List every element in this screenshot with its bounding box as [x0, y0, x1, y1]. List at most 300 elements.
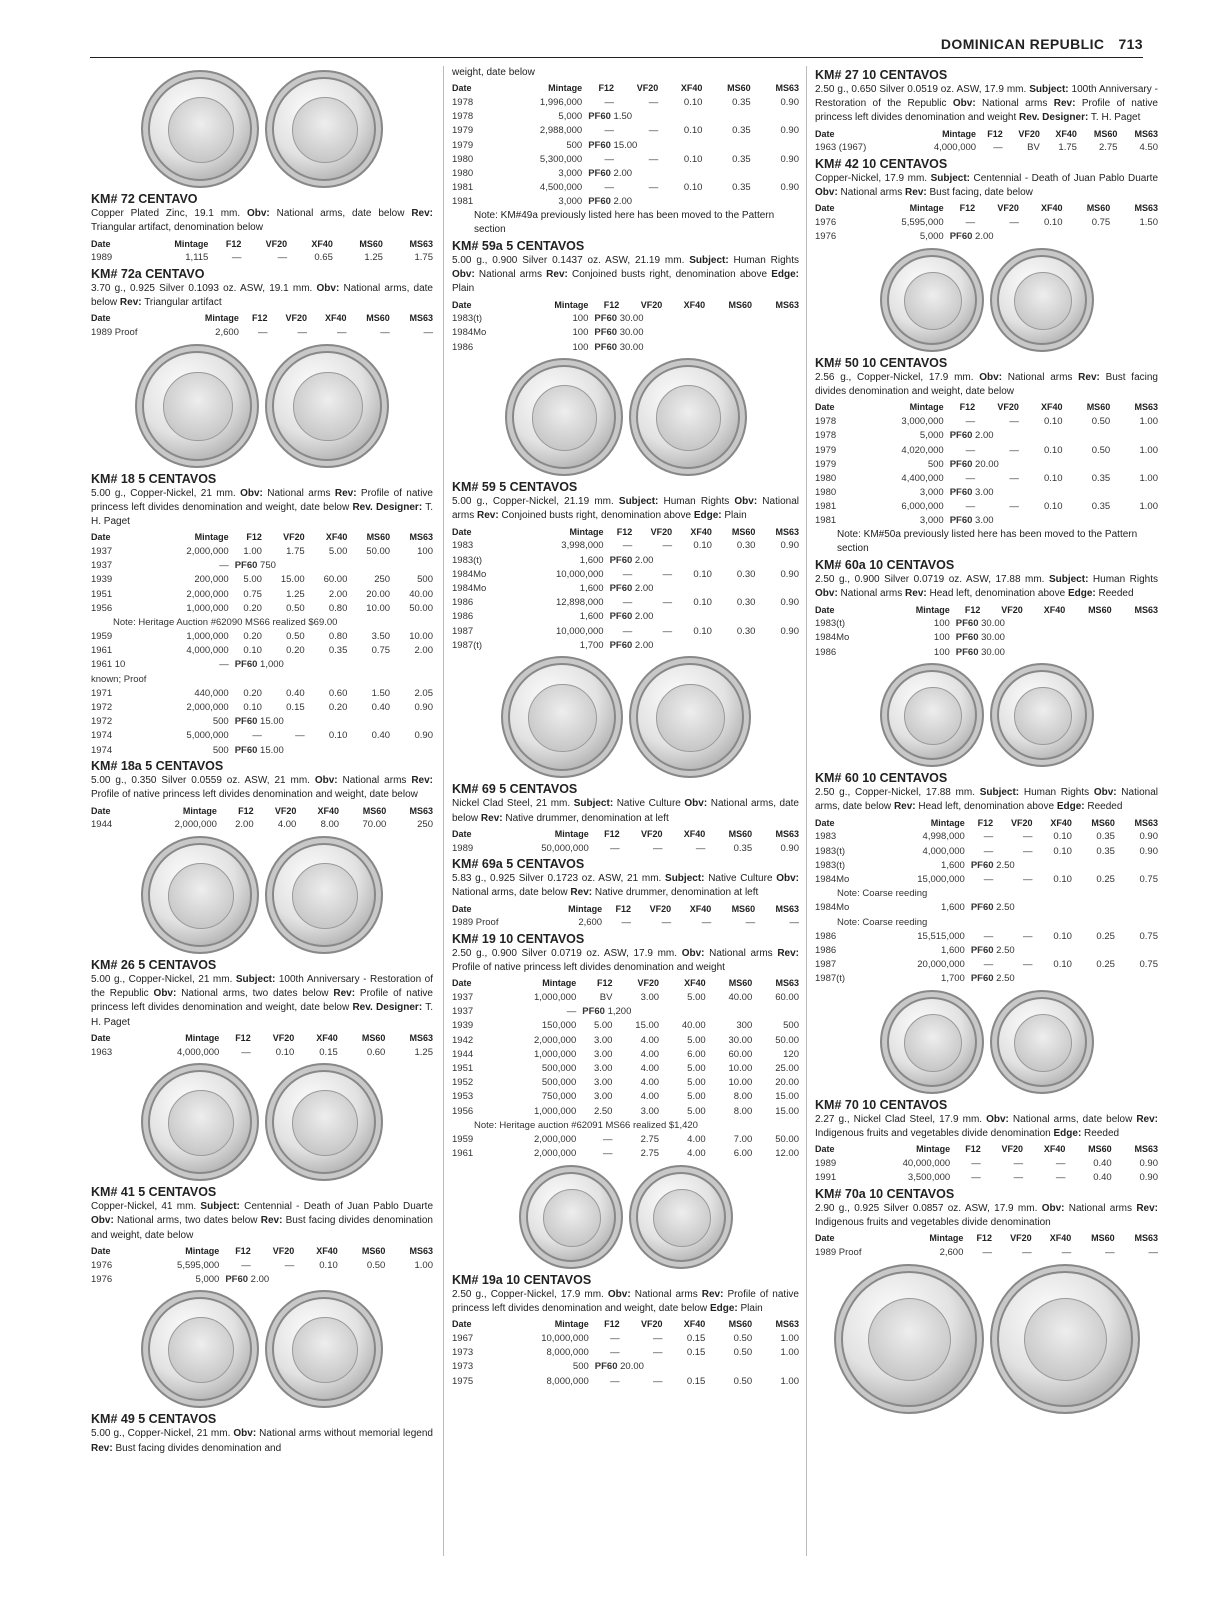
table-cell: 0.75	[243, 588, 262, 600]
table-header-cell: F12	[976, 1233, 992, 1244]
table-header-cell: MS63	[409, 238, 433, 249]
table-row	[815, 915, 1158, 929]
table-header-cell: Mintage	[554, 1319, 589, 1330]
table-cell: 1,600	[579, 583, 604, 594]
table-cell: 1956	[452, 1105, 474, 1117]
table-cell: 0.50	[366, 1259, 386, 1271]
table-cell: 1961	[452, 1148, 474, 1160]
table-header-cell: VF20	[1018, 128, 1040, 139]
table-cell: —	[602, 1148, 613, 1160]
table-header-cell: MS63	[409, 532, 433, 543]
table-cell: 750,000	[541, 1091, 577, 1103]
table-cell: 300	[736, 1020, 753, 1032]
table-cell: 2,600	[939, 1247, 964, 1259]
table-cell: 250	[374, 574, 391, 586]
proof-value: PF60 2.00	[588, 167, 633, 179]
table-cell: —	[648, 96, 659, 108]
table-cell: 1,115	[185, 252, 209, 264]
mintage-table	[815, 127, 1158, 155]
entry-title: KM# 19 10 CENTAVOS	[452, 931, 585, 946]
table-cell: 0.10	[1053, 959, 1072, 971]
table-cell: 1984Mo	[452, 327, 487, 339]
table-cell: —	[295, 730, 305, 742]
table-header-cell: MS63	[1134, 128, 1158, 139]
table-cell: 1,000,000	[533, 1048, 577, 1060]
proof-value: PF60 2.00	[609, 583, 654, 594]
table-cell: 4.00	[277, 819, 297, 831]
table-row	[452, 166, 799, 180]
table-cell: —	[983, 930, 994, 942]
table-cell: 0.35	[732, 125, 751, 137]
table-cell: 1987(t)	[452, 639, 483, 651]
table-header-cell: Mintage	[554, 299, 589, 310]
table-cell: 1937	[91, 560, 113, 572]
mintage-table	[452, 81, 799, 209]
table-cell: 0.35	[328, 645, 348, 657]
table-cell: —	[257, 326, 268, 338]
table-cell: 100	[933, 632, 950, 644]
table-row	[815, 943, 1158, 957]
mintage-table	[91, 804, 433, 832]
proof-value: PF60 30.00	[594, 341, 644, 353]
table-cell: 7.00	[733, 1133, 753, 1145]
table-cell: 0.75	[1091, 217, 1111, 229]
table-cell: 1984Mo	[815, 632, 850, 644]
table-row	[815, 514, 1158, 528]
table-cell: 1976	[91, 1259, 113, 1271]
entry-title: KM# 70a 10 CENTAVOS	[815, 1186, 955, 1201]
table-row	[452, 1033, 799, 1047]
table-cell: 1963 (1967)	[815, 142, 867, 154]
table-cell: —	[965, 501, 976, 513]
table-cell: 0.25	[1096, 873, 1115, 885]
table-row	[452, 539, 799, 553]
table-header-cell: Date	[91, 1245, 111, 1256]
table-header-cell: MS60	[727, 83, 751, 94]
table-header-cell: MS63	[409, 1245, 433, 1256]
table-cell: 1981	[815, 515, 837, 527]
table-cell: 1973	[452, 1361, 474, 1373]
table-cell: 3,998,000	[561, 540, 604, 552]
column-3	[815, 66, 1158, 1418]
coin-images	[815, 990, 1158, 1094]
table-cell: 3,000,000	[901, 416, 944, 428]
table-cell: —	[252, 730, 262, 742]
table-header-cell: MS63	[1134, 604, 1158, 615]
table-header-cell: MS60	[728, 978, 753, 989]
table-cell: —	[241, 1046, 251, 1058]
table-cell: —	[380, 326, 390, 338]
table-cell: —	[241, 1259, 251, 1271]
table-row	[815, 1156, 1158, 1170]
table-row	[91, 644, 433, 658]
entry-title: KM# 27 10 CENTAVOS	[815, 68, 948, 82]
table-cell: 500	[783, 1020, 799, 1032]
table-cell: 1.50	[371, 687, 391, 699]
table-cell: —	[1009, 416, 1019, 428]
table-row	[91, 573, 433, 587]
table-header-cell: F12	[246, 532, 262, 543]
table-cell: —	[965, 472, 976, 484]
table-cell: 0.75	[371, 645, 391, 657]
column-divider	[806, 66, 807, 1556]
table-note: Note: Coarse reeding	[837, 916, 928, 928]
table-header-cell: Mintage	[916, 1144, 951, 1155]
table-header-cell: F12	[235, 1245, 251, 1256]
coin-images	[91, 70, 433, 188]
table-cell: 500	[212, 744, 229, 756]
table-row	[452, 1090, 799, 1104]
table-cell: 0.30	[736, 597, 756, 609]
table-header-cell: Date	[91, 1032, 111, 1043]
table-row	[91, 672, 433, 686]
table-cell: —	[789, 917, 799, 929]
table-cell: 0.75	[1139, 959, 1158, 971]
mintage-table	[91, 1031, 433, 1059]
table-row	[815, 929, 1158, 943]
table-header-cell: Date	[452, 1319, 472, 1330]
table-cell: —	[284, 1259, 295, 1271]
table-cell: 2,000,000	[533, 1133, 577, 1145]
table-cell: 1986	[815, 930, 837, 942]
coin-images	[452, 1165, 799, 1269]
table-cell: —	[971, 1158, 981, 1170]
table-row	[815, 858, 1158, 872]
table-row	[452, 1047, 799, 1061]
table-row	[815, 141, 1158, 155]
table-cell: 8.00	[733, 1091, 753, 1103]
proof-value: PF60 2.00	[588, 196, 633, 208]
table-cell: 1.00	[780, 1347, 799, 1359]
table-cell: 500	[212, 716, 229, 728]
table-header-cell: XF40	[1050, 817, 1072, 828]
coin-images	[91, 1290, 433, 1408]
table-cell: 0.10	[693, 625, 712, 637]
table-header-cell: VF20	[640, 1319, 663, 1330]
table-cell: 1979	[452, 139, 474, 151]
table-cell: —	[610, 1375, 620, 1387]
table-cell: 4,000,000	[186, 645, 229, 657]
table-cell: 1986	[452, 341, 474, 353]
table-row	[452, 152, 799, 166]
table-header-cell: F12	[959, 402, 976, 413]
table-header-cell: Mintage	[930, 817, 965, 828]
table-header-cell: Date	[815, 817, 835, 828]
table-cell: 1983(t)	[815, 859, 846, 871]
table-cell: —	[1009, 444, 1019, 456]
table-cell: 0.90	[1139, 831, 1158, 843]
table-cell: 0.40	[1093, 1172, 1112, 1184]
table-header-cell: Mintage	[185, 1245, 220, 1256]
table-cell: 12,898,000	[556, 597, 604, 609]
table-cell: 100	[417, 545, 433, 557]
table-cell: 20.00	[366, 588, 391, 600]
table-header-cell: Date	[91, 238, 111, 249]
table-cell: 1972	[91, 716, 113, 728]
mintage-table	[452, 976, 799, 1160]
table-row	[815, 645, 1158, 659]
table-cell: 1976	[91, 1273, 113, 1285]
table-cell: 60.00	[728, 1048, 753, 1060]
mintage-table	[452, 827, 799, 855]
entry-description: 5.00 g., 0.350 Silver 0.0559 oz. ASW, 21 mm. Obv: National arms Rev: Profile of native princess left divides denomination and weight, date below	[91, 775, 434, 801]
catalog-entry	[815, 157, 1158, 244]
table-cell: 1980	[815, 472, 837, 484]
table-cell: 0.50	[1091, 416, 1111, 428]
table-cell: —	[745, 917, 756, 929]
table-cell: —	[297, 326, 307, 338]
table-cell: 0.50	[1091, 444, 1111, 456]
table-cell: 0.10	[275, 1046, 295, 1058]
table-cell: 1,000,000	[533, 1105, 577, 1117]
table-cell: —	[965, 444, 976, 456]
table-cell: 5.00	[687, 992, 706, 1004]
table-cell: 1983(t)	[815, 618, 846, 630]
table-cell: —	[993, 142, 1003, 154]
table-cell: 0.10	[693, 540, 712, 552]
table-cell: 2.00	[235, 819, 254, 831]
mintage-table	[452, 1317, 799, 1388]
table-header-cell: MS63	[1134, 817, 1158, 828]
table-header-cell: F12	[965, 1144, 981, 1155]
table-header-cell: Mintage	[909, 203, 944, 214]
table-cell: 1,000,000	[186, 631, 229, 643]
table-cell: 250	[417, 819, 433, 831]
table-row	[452, 110, 799, 124]
table-header-cell: VF20	[637, 978, 660, 989]
table-header-cell: XF40	[683, 828, 706, 839]
table-cell: 1972	[91, 702, 113, 714]
table-cell: 0.10	[683, 96, 703, 108]
table-cell: —	[622, 568, 633, 580]
table-cell: 3.00	[640, 1105, 660, 1117]
table-cell: 1939	[91, 574, 113, 586]
table-row	[91, 658, 433, 672]
table-row	[91, 629, 433, 643]
table-header-cell: VF20	[1001, 604, 1023, 615]
table-row	[452, 567, 799, 581]
mintage-table	[91, 236, 433, 264]
table-cell: 0.50	[733, 1347, 753, 1359]
table-header-cell: F12	[235, 1032, 251, 1043]
table-cell: 10.00	[409, 631, 433, 643]
table-row	[452, 1346, 799, 1360]
table-cell: 0.35	[1091, 501, 1111, 513]
table-cell: 1975	[452, 1375, 474, 1387]
table-cell: 500	[927, 458, 944, 470]
table-cell: 2,600	[215, 326, 239, 338]
table-cell: 0.60	[366, 1046, 386, 1058]
proof-value: PF60 2.50	[970, 859, 1015, 871]
table-cell: —	[610, 842, 620, 854]
table-cell: 1939	[452, 1020, 474, 1032]
table-cell: 0.50	[286, 631, 305, 643]
table-header-cell: VF20	[285, 313, 307, 324]
entry-title: KM# 18 5 CENTAVOS	[91, 471, 217, 486]
mintage-table	[91, 311, 433, 339]
table-cell: 2.75	[640, 1133, 660, 1145]
coin-obverse-image	[141, 70, 259, 188]
table-header-cell: MS60	[362, 805, 387, 816]
table-cell: 1944	[452, 1048, 474, 1060]
entry-title: KM# 42 10 CENTAVOS	[815, 156, 948, 171]
proof-value: PF60 30.00	[955, 646, 1005, 658]
proof-value: PF60 20.00	[949, 458, 999, 470]
entry-title: KM# 69 5 CENTAVOS	[452, 782, 578, 797]
proof-value: PF60 1,200	[582, 1006, 632, 1018]
table-header-cell: XF40	[325, 532, 348, 543]
table-cell: 1983(t)	[452, 554, 483, 566]
table-header-cell: VF20	[636, 83, 659, 94]
table-cell: 1978	[452, 111, 474, 123]
table-cell: —	[983, 845, 994, 857]
table-cell: —	[423, 326, 433, 338]
table-header-cell: XF40	[1040, 203, 1063, 214]
table-cell: —	[1105, 1247, 1115, 1259]
table-note: Note: Heritage auction #62091 MS66 realized $1,420	[474, 1119, 698, 1131]
table-cell: 1937	[91, 545, 113, 557]
table-cell: 2,000,000	[186, 588, 229, 600]
table-row	[815, 443, 1158, 457]
table-row	[452, 1360, 799, 1374]
table-cell: —	[983, 959, 994, 971]
table-cell: 60.00	[323, 574, 348, 586]
table-cell: 5,000	[919, 430, 944, 442]
proof-value: PF60 15.00	[234, 716, 284, 728]
table-cell: 100	[572, 313, 589, 325]
catalog-entry	[452, 656, 799, 855]
table-header-cell: MS63	[1134, 1233, 1158, 1244]
table-cell: —	[604, 125, 615, 137]
entry-description: Nickel Clad Steel, 21 mm. Subject: Native Culture Obv: National arms, date below Rev: Native drummer, denomination at left	[452, 798, 799, 824]
proof-value: PF60 2.50	[970, 902, 1015, 914]
table-cell: 1,996,000	[539, 96, 583, 108]
table-cell: —	[652, 1347, 663, 1359]
table-row	[91, 325, 433, 339]
entry-title: KM# 72 CENTAVO	[91, 192, 198, 206]
table-header-cell: F12	[596, 978, 613, 989]
table-cell: 120	[783, 1048, 799, 1060]
table-cell: 1984Mo	[452, 568, 487, 580]
catalog-entry	[91, 836, 433, 1059]
table-row	[452, 1132, 799, 1146]
table-cell: —	[662, 597, 673, 609]
proof-value: PF60 1.50	[588, 111, 633, 123]
table-cell: 2.75	[1098, 142, 1118, 154]
table-cell: 3.00	[593, 1077, 613, 1089]
table-row	[815, 1171, 1158, 1185]
catalog-entry	[452, 932, 799, 1161]
table-header-cell: MS60	[366, 313, 390, 324]
table-cell: —	[1013, 1172, 1024, 1184]
table-cell: 0.35	[732, 96, 751, 108]
table-cell: 0.40	[1093, 1158, 1112, 1170]
table-cell: 0.50	[733, 1332, 753, 1344]
catalog-entry	[91, 344, 433, 758]
page-number: 713	[1118, 36, 1143, 52]
catalog-entry	[91, 1290, 433, 1455]
entry-description: Copper-Nickel, 41 mm. Subject: Centennial - Death of Juan Pablo Duarte Obv: National arms, two dates below Rev: Bust facing divides denomination and weight, date below	[91, 1201, 434, 1241]
table-header-cell: Mintage	[185, 1032, 220, 1043]
table-cell: 4.00	[687, 1133, 706, 1145]
table-cell: 5.00	[687, 1034, 706, 1046]
table-header-cell: VF20	[272, 1245, 295, 1256]
table-row	[452, 1061, 799, 1075]
table-cell: 1989	[452, 842, 474, 854]
table-cell: 5,000,000	[186, 730, 229, 742]
table-row	[815, 972, 1158, 986]
entry-title: KM# 18a 5 CENTAVOS	[91, 759, 224, 774]
coin-obverse-image	[519, 1165, 623, 1269]
table-cell: known; Proof	[91, 673, 147, 685]
table-cell: 2,000,000	[533, 1034, 577, 1046]
table-row	[452, 581, 799, 595]
table-header-cell: XF40	[311, 238, 333, 249]
table-cell: 1,600	[941, 944, 965, 956]
table-cell: 1979	[815, 458, 837, 470]
table-header-cell: F12	[604, 828, 620, 839]
coin-reverse-image	[265, 1290, 383, 1408]
table-cell: 0.10	[683, 153, 703, 165]
entry-description: 2.90 g., 0.925 Silver 0.0857 oz. ASW, 17.9 mm. Obv: National arms Rev: Indigenous fruits and vegetables divide denomination	[815, 1202, 1158, 1229]
coin-reverse-image	[265, 344, 389, 468]
table-header-cell: MS63	[775, 903, 799, 914]
table-header-cell: VF20	[997, 402, 1019, 413]
table-cell: 1959	[452, 1133, 474, 1145]
table-row	[452, 124, 799, 138]
table-row	[815, 631, 1158, 645]
table-row	[452, 1076, 799, 1090]
proof-value: PF60 1,000	[234, 659, 284, 671]
table-cell: 1978	[815, 416, 837, 428]
table-cell: 4,000,000	[177, 1046, 220, 1058]
table-header-cell: MS63	[1134, 1144, 1158, 1155]
table-cell: 1.75	[286, 545, 305, 557]
table-header-cell: F12	[615, 903, 632, 914]
entry-title: KM# 60a 10 CENTAVOS	[815, 558, 955, 573]
table-header-cell: Mintage	[542, 978, 577, 989]
table-cell: 500	[572, 1361, 589, 1373]
coin-reverse-image	[265, 1063, 383, 1181]
entry-title: KM# 59a 5 CENTAVOS	[452, 238, 585, 253]
coin-images	[815, 663, 1158, 767]
table-cell: 25.00	[775, 1063, 799, 1075]
table-cell: 50.00	[366, 545, 391, 557]
table-cell: 3.00	[593, 1063, 613, 1075]
table-cell: 0.90	[780, 842, 799, 854]
table-cell: 1937	[452, 1006, 474, 1018]
catalog-entry	[91, 70, 433, 265]
table-cell: 12.00	[775, 1148, 799, 1160]
table-cell: —	[662, 625, 673, 637]
table-cell: 5,000	[195, 1273, 220, 1285]
table-cell: 0.30	[736, 540, 756, 552]
table-cell: 5.00	[687, 1105, 706, 1117]
table-cell: 1.75	[414, 252, 433, 264]
page-header	[90, 34, 1143, 58]
table-header-cell: Date	[91, 805, 111, 816]
table-row	[452, 841, 799, 855]
table-row	[452, 138, 799, 152]
table-cell: 10.00	[728, 1063, 753, 1075]
entry-description: 5.00 g., 0.900 Silver 0.1437 oz. ASW, 21.19 mm. Subject: Human Rights Obv: National arms Rev: Conjoined busts right, denomination above Edge: Plain	[452, 254, 799, 295]
table-cell: 1.00	[1139, 416, 1158, 428]
coin-images	[815, 248, 1158, 352]
proof-value: PF60 30.00	[955, 632, 1005, 644]
table-row	[815, 415, 1158, 429]
table-header-cell: Mintage	[929, 1233, 964, 1244]
table-cell: —	[983, 873, 994, 885]
